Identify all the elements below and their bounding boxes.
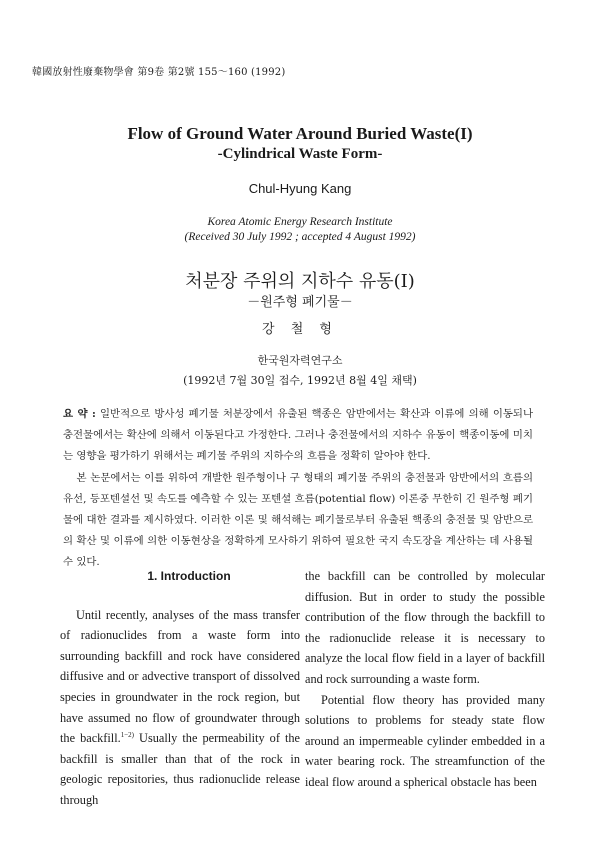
right-paragraph-1: the backfill can be controlled by molecular diffusion. But in order to study the possible contribution of the flow through the backfill to the radionuclide release it is necessary to analyze the local flow field in a layer of backfill and rock surrounding a waste form. — [305, 569, 545, 686]
abstract-ko — [63, 404, 533, 574]
abstract-label: 요 약 : — [63, 408, 96, 420]
abstract-text-1: 일반적으로 방사성 폐기물 처분장에서 유출된 핵종은 암반에서는 확산과 이류에 의해 이동되나 충전물에서는 확산에 의해서 이동된다고 가정한다. 그러나 충전물에서의 지하수 유동이 핵종이동에 미치는 영향을 평가하기 위해서는 폐기물 주위의 지하수의 흐름을 정확히 알아야 한다. — [63, 408, 533, 463]
received-dates-ko: (1992년 7월 30일 접수, 1992년 8월 4일 채택) — [183, 374, 417, 387]
affiliation-ko: 한국원자력연구소 — [257, 354, 343, 367]
title-ko-line2: －원주형 폐기물－ — [247, 295, 353, 310]
affiliation-en: Korea Atomic Energy Research Institute — [207, 216, 393, 228]
abstract-paragraph-1 — [63, 404, 533, 468]
section-heading: 1. Introduction — [147, 569, 231, 583]
citation-ref: 1−2) — [120, 731, 134, 740]
author-en: Chul-Hyung Kang — [248, 181, 352, 196]
journal-citation: 韓國放射性廢棄物學會 第9卷 第2號 155～160 (1992) — [32, 67, 286, 78]
received-dates-en: (Received 30 July 1992 ; accepted 4 August 1992) — [184, 231, 416, 243]
left-paragraph — [60, 605, 300, 811]
left-column — [60, 566, 300, 811]
right-paragraph-2: Potential flow theory has provided many solutions to problems for steady state flow around an impermeable cylinder embedded in a water bearing rock. The streamfunction of the ideal flow around a spherical obstacle has been — [305, 692, 545, 789]
title-en-line2: -Cylindrical Waste Form- — [217, 146, 383, 162]
left-text-b: Usually the permeability of the backfill is smaller than that of the rock in geologic repositories, thus radionuclide release through — [60, 731, 300, 807]
title-en-line1: Flow of Ground Water Around Buried Waste(I) — [127, 124, 473, 143]
author-ko: 강 철 형 — [262, 322, 338, 337]
abstract-paragraph-2: 본 논문에서는 이를 위하여 개발한 원주형이나 구 형태의 폐기물 주위의 충전물과 암반에서의 흐름의 유선, 등포텐셜선 및 속도를 예측할 수 있는 포텐셜 흐름(potential flow) 이론중 무한히 긴 원주형 폐기물에 대한 결과를 제시하였다. 이러한 이론 및 해석해는 폐기물로부터 유출된 핵종의 충전물 및 암반으로의 확산 및 이류에 의한 이동현상을 정확하게 모사하기 위하여 필요한 국지 속도장을 계산하는 데 사용될 수 있다. — [63, 471, 533, 569]
left-text-a: Until recently, analyses of the mass transfer of radionuclides from a waste form into surrounding backfill and rock have considered diffusive and or advective transport of dissolved species in groundwater in the rock region, but have assumed no flow of groundwater through the backfill. — [60, 607, 300, 746]
right-column — [305, 566, 545, 793]
title-ko-line1: 처분장 주위의 지하수 유동(I) — [185, 271, 415, 292]
